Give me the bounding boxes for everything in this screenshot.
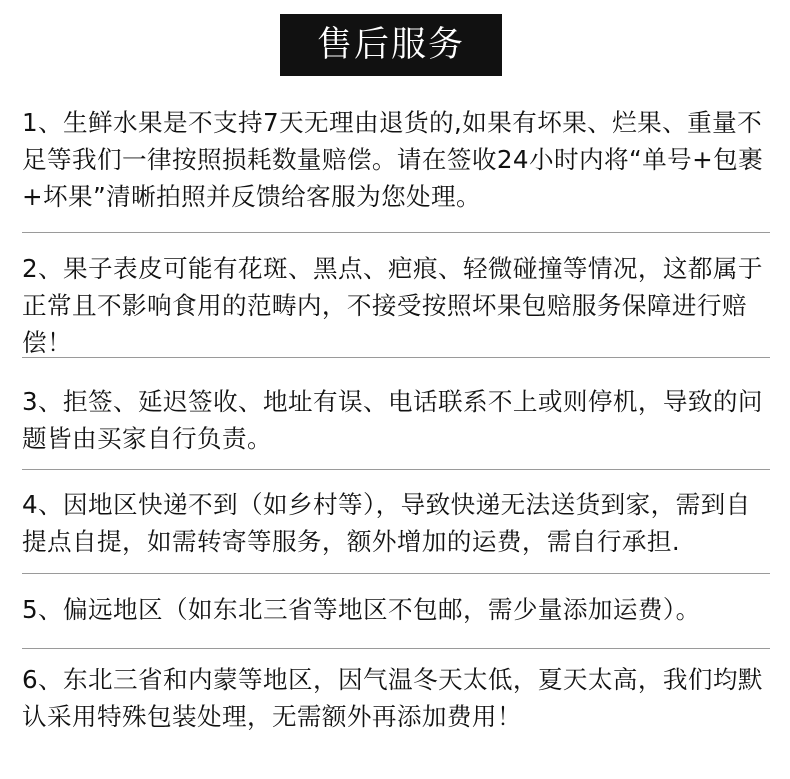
policy-item-5 bbox=[22, 591, 774, 628]
policy-item-1 bbox=[22, 104, 774, 215]
divider-3 bbox=[22, 469, 770, 470]
title-banner bbox=[280, 14, 502, 76]
policy-text-2: 2、果子表皮可能有花斑、黑点、疤痕、轻微碰撞等情况，这都属于正常且不影响食用的范畴内，不接受按照坏果包赔服务保障进行赔偿！ bbox=[22, 254, 763, 357]
policy-item-2 bbox=[22, 250, 774, 361]
policy-item-6 bbox=[22, 661, 774, 735]
policy-item-3 bbox=[22, 383, 774, 457]
policy-text-6: 6、东北三省和内蒙等地区，因气温冬天太低，夏天太高，我们均默认采用特殊包装处理，无需额外再添加费用！ bbox=[22, 665, 763, 731]
policy-item-4 bbox=[22, 486, 774, 560]
page-title: 售后服务 bbox=[316, 24, 465, 65]
divider-2 bbox=[22, 357, 770, 358]
policy-text-4: 4、因地区快递不到（如乡村等），导致快递无法送货到家，需到自提点自提，如需转寄等服务，额外增加的运费，需自行承担. bbox=[22, 490, 751, 556]
policy-text-5: 5、偏远地区（如东北三省等地区不包邮，需少量添加运费）。 bbox=[22, 595, 701, 624]
divider-1 bbox=[22, 232, 770, 233]
policy-text-3: 3、拒签、延迟签收、地址有误、电话联系不上或则停机，导致的问题皆由买家自行负责。 bbox=[22, 387, 763, 453]
policy-text-1: 1、生鲜水果是不支持7天无理由退货的,如果有坏果、烂果、重量不足等我们一律按照损耗数量赔偿。请在签收24小时内将“单号+包裹+坏果”清晰拍照并反馈给客服为您处理。 bbox=[22, 108, 764, 211]
divider-4 bbox=[22, 573, 770, 574]
divider-5 bbox=[22, 648, 770, 649]
